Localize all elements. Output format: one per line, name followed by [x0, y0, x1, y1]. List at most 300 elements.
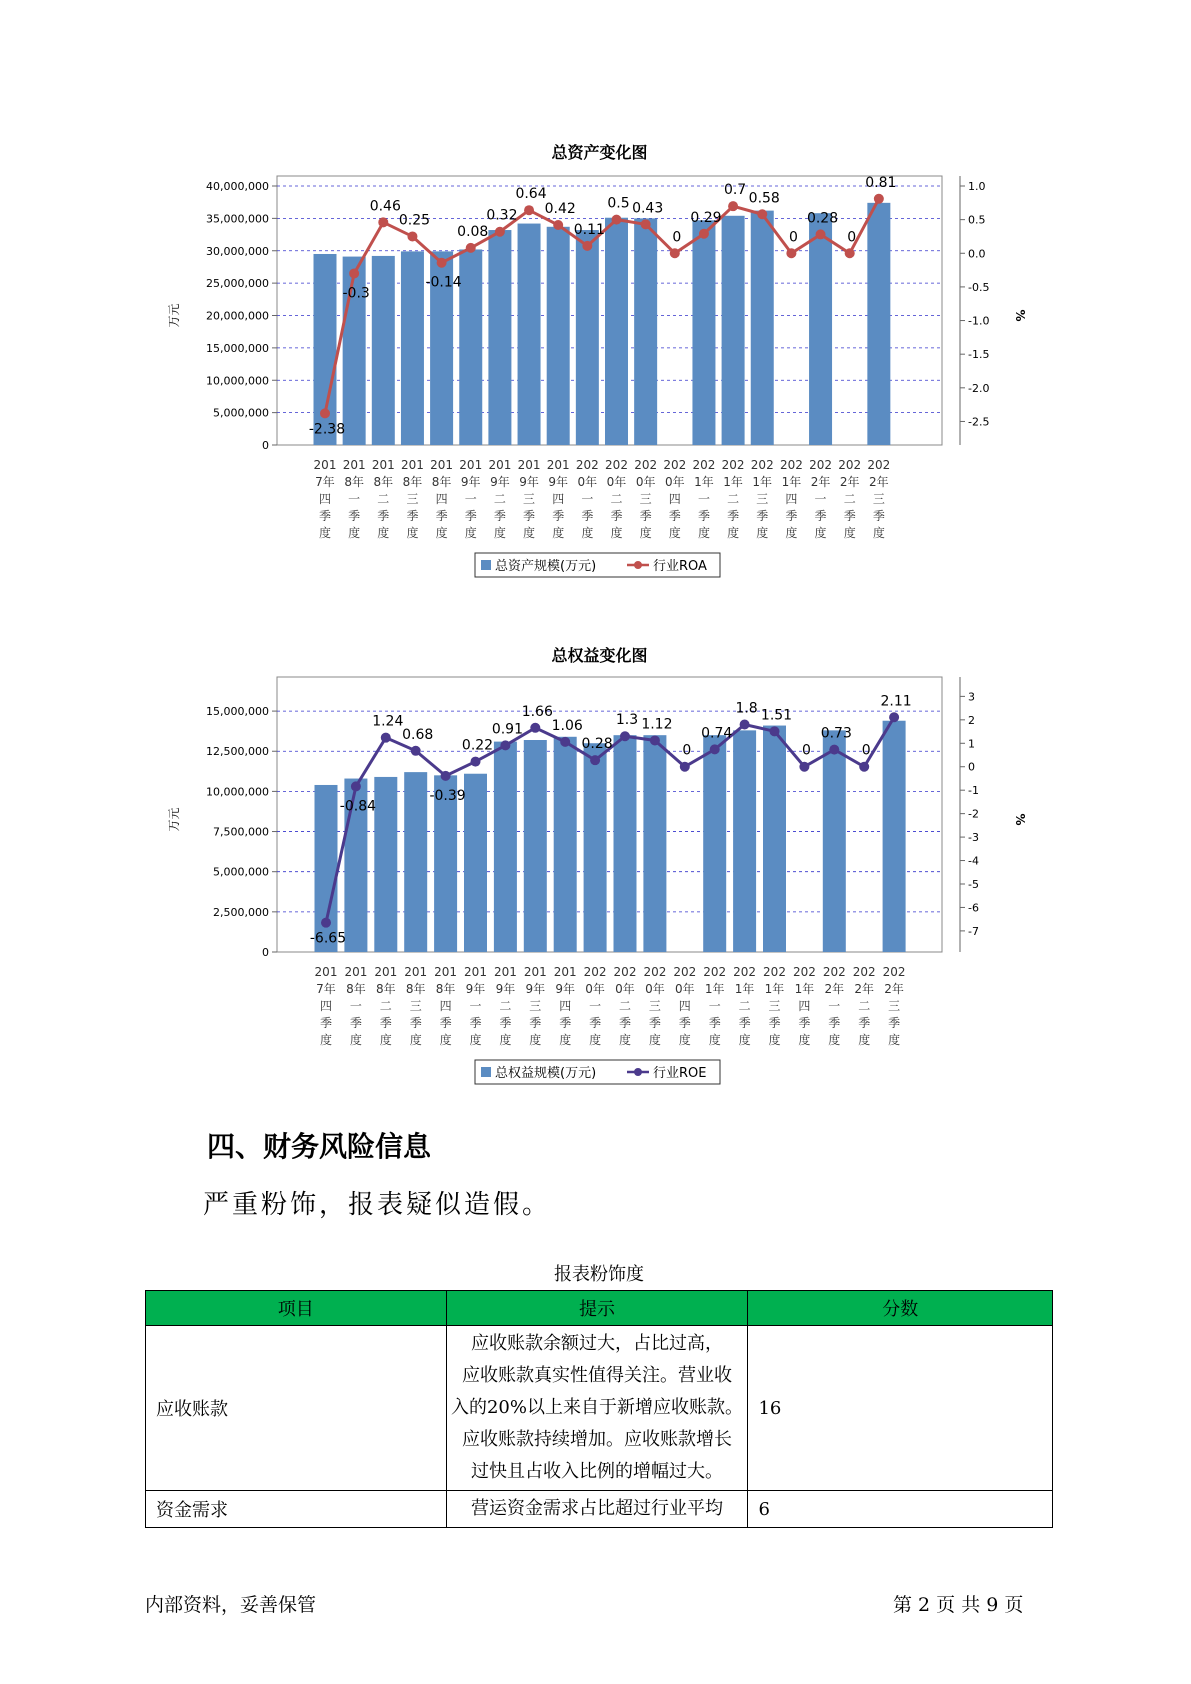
line-point — [740, 720, 750, 730]
category-label: 2年 — [839, 475, 860, 489]
data-label: 0.25 — [398, 212, 431, 229]
line-point — [378, 217, 388, 227]
category-label: 四 — [319, 999, 333, 1013]
data-label: 0 — [861, 742, 871, 759]
right-tick-label: -0.5 — [968, 280, 990, 294]
bar — [464, 774, 487, 952]
category-label: 度 — [639, 526, 652, 540]
category-label: 度 — [872, 526, 885, 540]
legend-bar-swatch — [481, 560, 491, 570]
data-label: 1.12 — [641, 716, 673, 733]
category-label: 度 — [581, 526, 594, 540]
bar — [751, 211, 774, 445]
category-label: 季 — [785, 509, 798, 523]
category-label: 202 — [822, 965, 846, 979]
category-label: 9年 — [495, 982, 516, 996]
category-label: 8年 — [402, 475, 423, 489]
category-label: 1年 — [723, 475, 743, 489]
right-tick-label: -2.5 — [968, 415, 990, 429]
category-label: 一 — [697, 492, 710, 506]
row-item: 应收账款 — [146, 1326, 447, 1491]
data-label: -0.14 — [425, 274, 462, 291]
bar — [692, 220, 715, 445]
row-score: 16 — [748, 1326, 1053, 1491]
category-label: 三 — [409, 999, 422, 1013]
line-point — [710, 744, 720, 754]
category-label: 202 — [583, 965, 607, 979]
line-point — [770, 726, 780, 736]
line-point — [441, 771, 451, 781]
category-label: 0年 — [635, 475, 656, 489]
data-label: 1.3 — [615, 712, 639, 729]
data-label: 1.51 — [760, 707, 793, 724]
category-label: 202 — [809, 458, 833, 472]
legend-line-marker — [634, 1068, 642, 1076]
category-label: 8年 — [405, 982, 426, 996]
category-label: 度 — [379, 1033, 392, 1047]
category-label: 9年 — [548, 475, 569, 489]
category-label: 季 — [318, 509, 332, 523]
data-label: 0.5 — [607, 195, 630, 212]
hint-line: 应收账款持续增加。应收账款增长 — [461, 1429, 732, 1450]
category-label: 201 — [344, 965, 368, 979]
category-label: 201 — [404, 965, 428, 979]
category-label: 季 — [435, 509, 448, 523]
right-tick-label: 1 — [968, 737, 975, 751]
line-point — [699, 229, 709, 239]
category-label: 四 — [439, 999, 452, 1013]
legend — [475, 553, 720, 577]
left-axis-label: 万元 — [167, 303, 181, 328]
category-label: 季 — [668, 509, 681, 523]
category-label: 202 — [575, 458, 599, 472]
bar — [554, 737, 577, 952]
legend-bar-swatch — [481, 1067, 491, 1077]
left-tick-label: 15,000,000 — [206, 341, 269, 355]
category-label: 9年 — [555, 982, 576, 996]
section-title: 四、财务风险信息 — [207, 1130, 432, 1163]
right-tick-label: 0 — [968, 760, 975, 774]
category-label: 度 — [559, 1033, 572, 1047]
data-label: -2.38 — [308, 421, 346, 438]
category-label: 度 — [493, 526, 506, 540]
line-point — [612, 215, 622, 225]
line-point — [670, 248, 680, 258]
category-label: 度 — [469, 1033, 482, 1047]
category-label: 季 — [469, 1016, 482, 1030]
category-label: 度 — [798, 1033, 811, 1047]
category-label: 季 — [319, 1016, 333, 1030]
category-label: 202 — [763, 965, 786, 979]
category-label: 季 — [406, 509, 419, 523]
data-label: -0.84 — [339, 798, 377, 815]
left-tick-label: 35,000,000 — [206, 212, 269, 226]
category-label: 度 — [738, 1033, 751, 1047]
category-label: 1年 — [694, 475, 714, 489]
category-label: 二 — [493, 492, 506, 506]
row-hint — [446, 1491, 748, 1528]
data-label: 0.28 — [806, 210, 839, 227]
category-label: 度 — [589, 1033, 602, 1047]
category-label: 季 — [639, 509, 652, 523]
category-label: 201 — [553, 965, 577, 979]
legend-bar-label: 总权益规模(万元) — [495, 1066, 597, 1081]
category-label: 8年 — [435, 982, 456, 996]
bar — [584, 743, 607, 952]
category-label: 季 — [464, 509, 477, 523]
category-label: 季 — [727, 509, 740, 523]
left-tick-label: 7,500,000 — [213, 825, 269, 839]
category-label: 度 — [648, 1033, 661, 1047]
category-label: 1年 — [752, 475, 773, 489]
left-tick-label: 20,000,000 — [206, 309, 269, 323]
category-label: 三 — [756, 492, 769, 506]
category-label: 四 — [678, 999, 691, 1013]
line-point — [471, 757, 481, 767]
table-caption: 报表粉饰度 — [554, 1264, 644, 1285]
right-tick-label: -6 — [968, 901, 979, 915]
line-point — [349, 268, 359, 278]
line-point — [816, 229, 826, 239]
category-label: 度 — [618, 1033, 632, 1047]
category-label: 202 — [643, 965, 667, 979]
line-point — [889, 712, 899, 722]
legend-line-label: 行业ROA — [653, 559, 707, 574]
category-label: 二 — [610, 492, 623, 506]
right-tick-label: 1.0 — [968, 180, 986, 193]
category-label: 度 — [406, 526, 419, 540]
line-point — [650, 735, 660, 745]
data-label: 1.8 — [735, 700, 758, 717]
category-label: 0年 — [585, 982, 605, 996]
line-point — [829, 745, 839, 755]
left-tick-label: 0 — [262, 946, 269, 959]
data-label: 1.06 — [551, 717, 583, 734]
category-label: 季 — [828, 1016, 841, 1030]
data-label: 0.74 — [701, 725, 733, 742]
line-point — [524, 205, 534, 215]
category-label: 202 — [663, 458, 687, 472]
category-label: 202 — [733, 965, 757, 979]
category-label: 度 — [678, 1033, 691, 1047]
category-label: 8年 — [375, 982, 396, 996]
category-label: 二 — [738, 999, 751, 1013]
category-label: 度 — [888, 1033, 901, 1047]
category-label: 四 — [435, 492, 448, 506]
category-label: 202 — [673, 965, 697, 979]
category-label: 度 — [768, 1033, 781, 1047]
category-label: 201 — [342, 458, 366, 472]
category-label: 四 — [785, 492, 798, 506]
category-label: 度 — [499, 1033, 512, 1047]
right-tick-label: -3 — [968, 831, 979, 845]
bar — [643, 735, 666, 952]
category-label: 0年 — [615, 982, 635, 996]
bar — [518, 224, 541, 445]
data-label: 0 — [682, 742, 692, 759]
hint-line: 过快且占收入比例的增幅过大。 — [470, 1461, 723, 1482]
risk-summary: 严重粉饰，报表疑似造假。 — [203, 1190, 552, 1220]
data-label: 0.7 — [723, 182, 747, 199]
category-label: 一 — [469, 999, 482, 1013]
right-tick-label: -1.0 — [968, 314, 990, 328]
category-label: 8年 — [346, 982, 366, 996]
category-label: 2年 — [884, 982, 904, 996]
line-point — [466, 243, 476, 253]
line-point — [874, 194, 884, 204]
line-point — [680, 762, 690, 772]
category-label: 201 — [314, 965, 338, 979]
category-label: 二 — [379, 999, 392, 1013]
category-label: 一 — [464, 492, 477, 506]
right-tick-label: 0.5 — [968, 213, 986, 227]
row-score: 6 — [748, 1491, 1053, 1528]
category-label: 二 — [843, 492, 856, 506]
category-label: 二 — [727, 492, 740, 506]
category-label: 季 — [678, 1016, 691, 1030]
bar — [372, 256, 395, 445]
category-label: 季 — [499, 1016, 512, 1030]
total-equity-chart — [150, 640, 1050, 1092]
category-label: 季 — [888, 1016, 901, 1030]
category-label: 度 — [708, 1033, 721, 1047]
category-label: 季 — [348, 509, 361, 523]
category-label: 1年 — [764, 982, 785, 996]
category-label: 度 — [843, 526, 856, 540]
bar — [374, 777, 397, 952]
data-label: 1.24 — [372, 713, 404, 730]
category-label: 201 — [488, 458, 512, 472]
bar — [733, 730, 756, 952]
category-label: 2年 — [824, 982, 845, 996]
category-label: 季 — [589, 1016, 602, 1030]
bar — [404, 772, 427, 952]
bar — [494, 742, 517, 952]
category-label: 201 — [430, 458, 454, 472]
chart-title: 总资产变化图 — [551, 143, 648, 162]
left-tick-label: 5,000,000 — [213, 865, 269, 879]
right-tick-label: -5 — [968, 877, 979, 891]
line-point — [620, 731, 630, 741]
category-label: 三 — [872, 492, 885, 506]
data-label: 0.64 — [515, 186, 547, 203]
category-label: 二 — [499, 999, 512, 1013]
category-label: 201 — [464, 965, 487, 979]
category-label: 度 — [439, 1033, 452, 1047]
table-header-row — [146, 1291, 1053, 1326]
line-point — [320, 408, 330, 418]
category-label: 度 — [727, 526, 740, 540]
right-tick-label: -7 — [968, 924, 979, 938]
right-tick-label: -4 — [968, 854, 979, 868]
category-label: 202 — [882, 965, 906, 979]
left-tick-label: 25,000,000 — [206, 277, 269, 291]
category-label: 9年 — [490, 475, 510, 489]
category-label: 度 — [785, 526, 798, 540]
category-label: 一 — [348, 492, 361, 506]
category-label: 201 — [374, 965, 398, 979]
right-tick-label: -1 — [968, 784, 979, 798]
line-point — [437, 258, 447, 268]
line-point — [859, 762, 869, 772]
category-label: 8年 — [373, 475, 394, 489]
bar — [524, 740, 547, 952]
category-label: 一 — [814, 492, 827, 506]
line-point — [407, 231, 417, 241]
hint-line: 应收账款真实性值得关注。营业收 — [461, 1365, 732, 1386]
category-label: 202 — [721, 458, 745, 472]
data-label: 0.11 — [573, 221, 605, 238]
category-label: 季 — [379, 1016, 392, 1030]
category-label: 季 — [798, 1016, 811, 1030]
risk-table — [145, 1290, 1053, 1528]
category-label: 度 — [610, 526, 623, 540]
line-point — [845, 248, 855, 258]
hint-line: 入的20%以上来自于新增应收账款。 — [450, 1397, 743, 1418]
bar — [763, 726, 786, 952]
category-label: 0年 — [606, 475, 627, 489]
left-tick-label: 10,000,000 — [206, 785, 269, 799]
category-label: 201 — [546, 458, 570, 472]
bar — [605, 218, 628, 445]
category-label: 201 — [493, 965, 517, 979]
category-label: 201 — [517, 458, 541, 472]
left-tick-label: 30,000,000 — [206, 244, 269, 258]
category-label: 2年 — [810, 475, 831, 489]
category-label: 四 — [668, 492, 681, 506]
category-label: 202 — [867, 458, 891, 472]
category-label: 8年 — [344, 475, 364, 489]
category-label: 9年 — [465, 982, 486, 996]
left-tick-label: 15,000,000 — [206, 705, 269, 719]
line-point — [500, 740, 510, 750]
category-label: 季 — [409, 1016, 422, 1030]
category-label: 季 — [349, 1016, 362, 1030]
bar — [722, 216, 745, 445]
footer-confidential: 内部资料，妥善保管 — [145, 1594, 317, 1616]
category-label: 四 — [559, 999, 572, 1013]
data-label: 0.68 — [402, 726, 434, 743]
data-label: 0 — [788, 229, 798, 246]
category-label: 202 — [634, 458, 658, 472]
data-label: 0.91 — [491, 721, 523, 738]
data-label: 0.22 — [461, 737, 494, 754]
category-label: 季 — [618, 1016, 632, 1030]
category-label: 202 — [852, 965, 876, 979]
right-axis-label: % — [1013, 309, 1027, 322]
table-row — [146, 1491, 1053, 1528]
category-label: 一 — [349, 999, 362, 1013]
category-label: 202 — [605, 458, 628, 472]
data-label: 0.32 — [486, 207, 518, 224]
category-label: 一 — [828, 999, 841, 1013]
line-point — [757, 209, 767, 219]
data-label: -0.39 — [429, 787, 466, 804]
category-label: 202 — [779, 458, 803, 472]
category-label: 7年 — [315, 475, 335, 489]
data-label: 0.43 — [632, 200, 664, 217]
data-label: 0.81 — [865, 174, 897, 191]
data-label: 0 — [847, 229, 857, 246]
bar — [488, 230, 511, 445]
right-tick-label: 3 — [968, 690, 975, 704]
data-label: 0.28 — [581, 736, 613, 753]
category-label: 季 — [708, 1016, 721, 1030]
category-label: 0年 — [645, 982, 665, 996]
category-label: 二 — [377, 492, 390, 506]
right-tick-label: 0.0 — [968, 247, 986, 261]
right-axis-label: % — [1013, 813, 1027, 826]
right-tick-label: -2 — [968, 807, 979, 821]
bar — [634, 218, 657, 445]
category-label: 三 — [523, 492, 536, 506]
category-label: 一 — [581, 492, 594, 506]
category-label: 1年 — [704, 982, 725, 996]
category-label: 度 — [529, 1033, 542, 1047]
category-label: 季 — [697, 509, 710, 523]
chart-title: 总权益变化图 — [551, 646, 648, 665]
category-label: 1年 — [734, 982, 755, 996]
legend-line-marker — [634, 561, 642, 569]
category-label: 9年 — [525, 982, 546, 996]
category-label: 度 — [348, 526, 361, 540]
line-point — [582, 241, 592, 251]
category-label: 201 — [459, 458, 483, 472]
line-point — [411, 746, 421, 756]
data-label: 0 — [672, 229, 682, 246]
category-label: 0年 — [674, 982, 695, 996]
category-label: 度 — [756, 526, 769, 540]
category-label: 度 — [828, 1033, 841, 1047]
legend — [475, 1060, 720, 1084]
category-label: 202 — [750, 458, 774, 472]
category-label: 202 — [613, 965, 637, 979]
bar — [867, 203, 890, 445]
data-label: 0.42 — [544, 201, 576, 218]
category-label: 201 — [313, 458, 337, 472]
category-label: 202 — [792, 965, 816, 979]
category-label: 度 — [319, 1033, 333, 1047]
category-label: 度 — [377, 526, 390, 540]
category-label: 季 — [843, 509, 856, 523]
category-label: 季 — [439, 1016, 452, 1030]
data-label: 2.11 — [880, 693, 912, 710]
category-label: 季 — [493, 509, 506, 523]
total-assets-chart — [150, 138, 1050, 588]
category-label: 季 — [529, 1016, 542, 1030]
category-label: 四 — [318, 492, 332, 506]
category-label: 度 — [552, 526, 565, 540]
footer-page-number: 第 2 页 共 9 页 — [893, 1594, 1024, 1616]
data-label: -0.3 — [342, 285, 370, 302]
category-label: 三 — [648, 999, 661, 1013]
bar — [459, 249, 482, 445]
table-row — [146, 1326, 1053, 1491]
category-label: 四 — [552, 492, 565, 506]
line-point — [381, 733, 391, 743]
line-point — [351, 781, 361, 791]
category-label: 202 — [692, 458, 716, 472]
line-point — [641, 219, 651, 229]
category-label: 度 — [697, 526, 710, 540]
category-label: 2年 — [869, 475, 889, 489]
left-tick-label: 40,000,000 — [206, 180, 269, 193]
category-label: 二 — [858, 999, 871, 1013]
category-label: 一 — [589, 999, 602, 1013]
legend-bar-label: 总资产规模(万元) — [495, 559, 597, 574]
category-label: 9年 — [519, 475, 539, 489]
category-label: 三 — [529, 999, 542, 1013]
